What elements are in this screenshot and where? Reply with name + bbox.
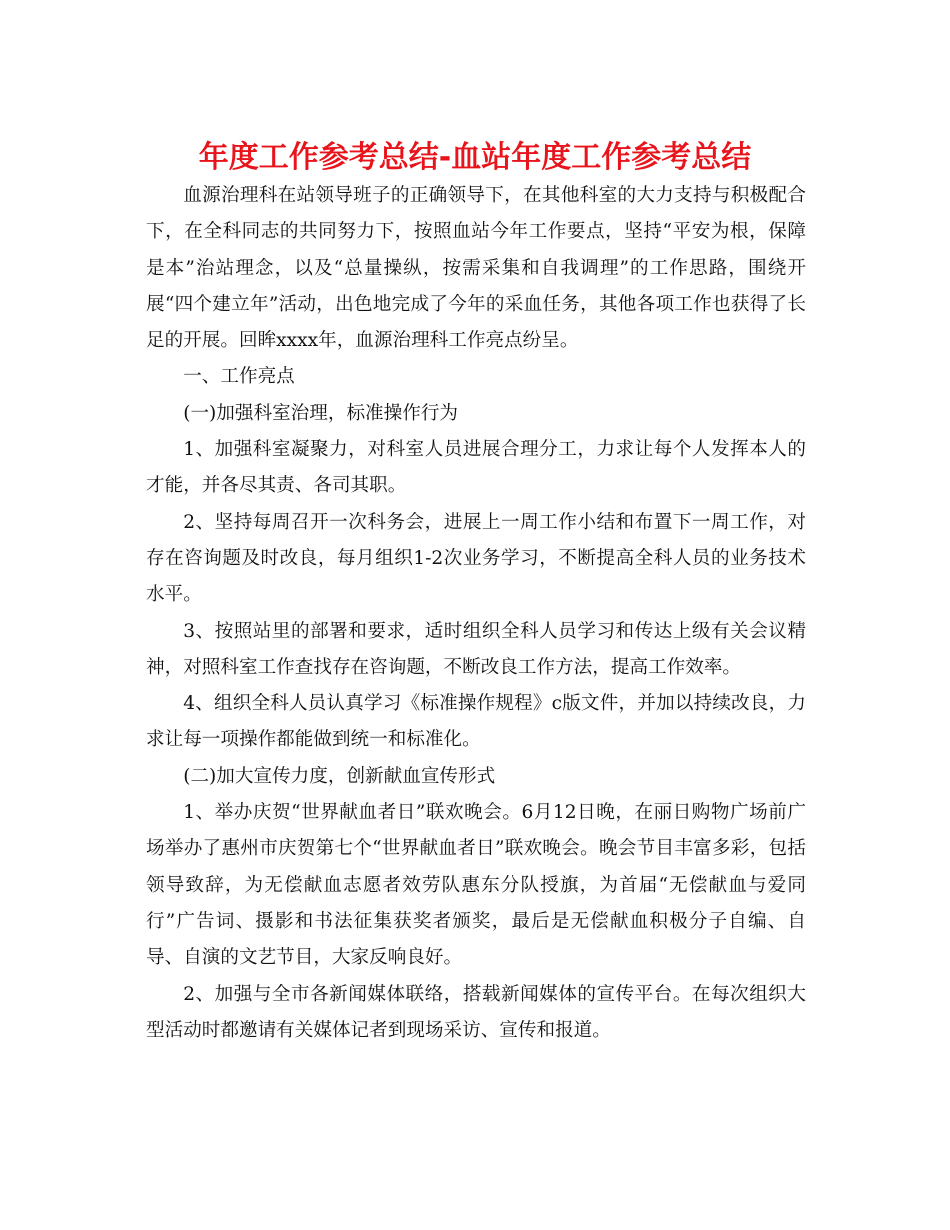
paragraph-publicity-1: 1、举办庆贺“世界献血者日”联欢晚会。6月12日晚，在丽日购物广场前广场举办了惠州市庆贺第七个“世界献血者日”联欢晚会。晚会节目丰富多彩，包括领导致辞，为无偿献血志愿者效劳队惠东分队授旗，为首届“无偿献血与爱同行”广告词、摄影和书法征集获奖者颁奖，最后是无偿献血积极分子自编、自导、自演的文艺节目，大家反响良好。: [146, 802, 806, 969]
paragraph-intro: 血源治理科在站领导班子的正确领导下，在其他科室的大力支持与积极配合下，在全科同志的共同努力下，按照血站今年工作要点，坚持“平安为根，保障是本”治站理念，以及“总量操纵，按需采集和自我调理”的工作思路，围绕开展“四个建立年”活动，出色地完成了今年的采血任务，其他各项工作也获得了长足的开展。回眸xxxx年，血源治理科工作亮点纷呈。: [146, 185, 806, 352]
document-title: 年度工作参考总结-血站年度工作参考总结: [198, 140, 752, 175]
subsection-heading-management: (一)加强科室治理，标准操作行为: [183, 402, 459, 424]
paragraph-item-4: 4、组织全科人员认真学习《标准操作规程》c版文件，并加以持续改良，力求让每一项操作都能做到统一和标准化。: [146, 693, 806, 751]
paragraph-publicity-2: 2、加强与全市各新闻媒体联络，搭载新闻媒体的宣传平台。在每次组织大型活动时都邀请有关媒体记者到现场采访、宣传和报道。: [146, 983, 806, 1041]
subsection-heading-publicity: (二)加大宣传力度，创新献血宣传形式: [183, 765, 496, 787]
paragraph-item-1: 1、加强科室凝聚力，对科室人员进展合理分工，力求让每个人发挥本人的才能，并各尽其责、各司其职。: [146, 439, 806, 497]
paragraph-item-3: 3、按照站里的部署和要求，适时组织全科人员学习和传达上级有关会议精神，对照科室工作查找存在咨询题，不断改良工作方法，提高工作效率。: [146, 620, 806, 678]
document-body: [146, 178, 806, 1049]
section-heading-highlights: 一、工作亮点: [183, 366, 295, 388]
paragraph-item-2: 2、坚持每周召开一次科务会，进展上一周工作小结和布置下一周工作，对存在咨询题及时改良，每月组织1-2次业务学习，不断提高全科人员的业务技术水平。: [146, 511, 806, 606]
